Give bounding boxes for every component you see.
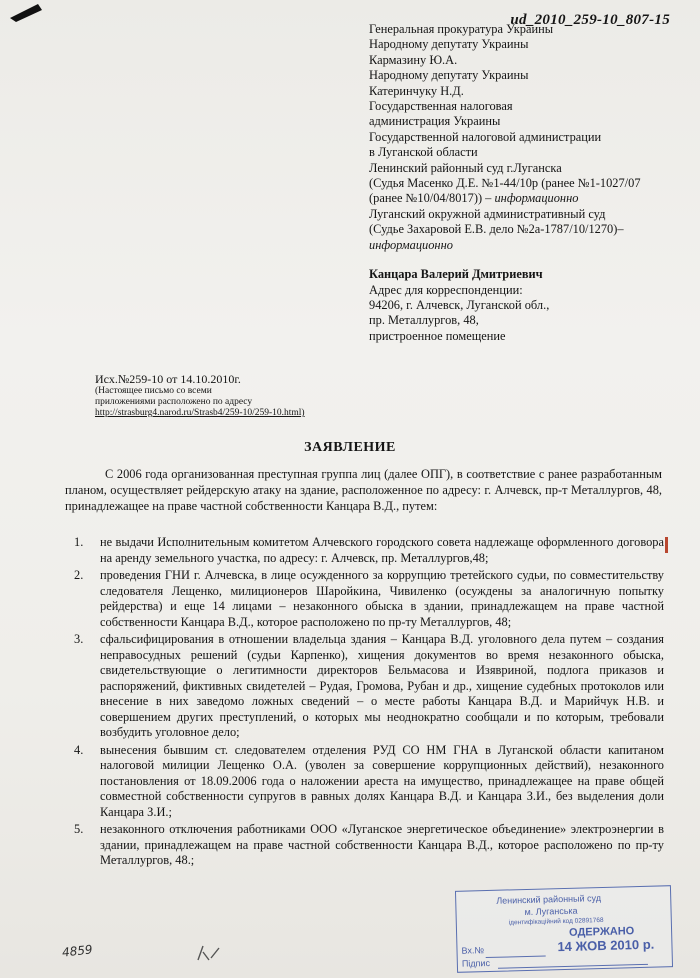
outgoing-link[interactable]: http://strasburg4.narod.ru/Strasb4/259-10/259-10.html) bbox=[95, 408, 305, 418]
violations-list bbox=[74, 535, 664, 871]
addressee-line: Генеральная прокуратура Украины bbox=[369, 22, 554, 36]
outgoing-note: приложениями расположено по адресу bbox=[95, 397, 253, 407]
addressee-line: Ленинский районный суд г.Луганска bbox=[369, 160, 562, 175]
addressee-line: в Луганской области bbox=[369, 145, 478, 160]
addressee-line: Народному депутату Украины bbox=[369, 68, 529, 83]
addressee-line: Государственной налоговой администрации bbox=[369, 129, 602, 144]
addressee-line: администрация Украины bbox=[369, 114, 501, 129]
stamp-code: ідентифікаційний код 02891768 bbox=[508, 916, 604, 927]
stamp-court-name: Ленинский районный суд bbox=[496, 893, 602, 906]
sender-address-line: пр. Металлургов, 48, bbox=[369, 313, 479, 328]
intro-paragraph: С 2006 года организованная преступная группа лиц (далее ОПГ), в соответствие с ранее разработанным планом, осуществляет рейдерскую атаку на здание, расположенное по адресу: г. Алчевск, пр-т Металлургов, 48, принадлежащее на праве частной собственности Канцара В.Д., путем: bbox=[65, 467, 662, 513]
document-title: ЗАЯВЛЕНИЕ bbox=[304, 440, 396, 455]
outgoing-note: (Настоящее письмо со всеми bbox=[95, 386, 212, 396]
court2-reference: (Судье Захаровой Е.В. дело №2а-1787/10/1270)– bbox=[369, 222, 624, 237]
court1-reference bbox=[369, 176, 669, 207]
addressee-line: Государственная налоговая bbox=[369, 99, 513, 114]
stamp-city: м. Луганська bbox=[524, 905, 578, 918]
document-id: ud_2010_259-10_807-15 bbox=[510, 12, 670, 28]
stamp-vh-label: Вх.№ bbox=[461, 945, 485, 956]
court2-note: информационно bbox=[369, 237, 453, 252]
pencil-scribble bbox=[195, 942, 225, 964]
sender-address-line: Адрес для корреспонденции: bbox=[369, 282, 523, 297]
addressee-block bbox=[369, 22, 669, 344]
margin-pen-mark bbox=[665, 537, 668, 553]
outgoing-reference bbox=[95, 372, 305, 419]
outgoing-number: Исх.№259-10 от 14.10.2010г. bbox=[95, 372, 241, 386]
list-item: 2. проведения ГНИ г. Алчевска, в лице осужденного за коррупцию третейского судьи, по совместительству следователя Лещенко, милиционеров Шаройкина, Чивиленко (осуждены за аналогичную попытку рейдерства) и еще 14 лицами – незаконного обыска в здании, принадлежащем на праве частной собственности Канцара В.Д., которое расположено по пр-ту Металлургов, 48; bbox=[74, 568, 664, 629]
sender-name: Канцара Валерий Дмитриевич bbox=[369, 267, 543, 282]
stamp-received: ОДЕРЖАНО bbox=[568, 925, 635, 939]
addressee-line: Народному депутату Украины bbox=[369, 37, 529, 52]
court-received-stamp bbox=[455, 885, 673, 973]
list-item: 4. вынесения бывшим ст. следователем отделения РУД СО НМ ГНА в Луганской области капитаном налоговой милиции Лещенко О.А. (уволен за совершение коррупционных действий), незаконного постановления от 18.09.2006 года о наложении ареста на имущество, принадлежащее на праве общей совместной собственности супругов в равных долях Канцара В.Д. и Канцара З.И., без выделения доли Канцара З.И.; bbox=[74, 742, 664, 819]
stamp-date: 14 ЖОВ 2010 р. bbox=[557, 936, 655, 955]
list-item: 5. незаконного отключения работниками ООО «Луганское энергетическое объединение» электроэнергии в здании, принадлежащем на праве частной собственности Канцара В.Д., которое расположено по пр-ту Металлургов, 48.; bbox=[74, 822, 664, 867]
stamp-sign-label: Підпис bbox=[461, 957, 491, 969]
addressee-line: Катеринчуку Н.Д. bbox=[369, 83, 464, 98]
sender-address-line: 94206, г. Алчевск, Луганской обл., bbox=[369, 297, 550, 312]
court1-note: информационно bbox=[494, 191, 579, 206]
court1-text: (Судья Масенко Д.Е. №1-44/10р (ранее №1-1027/07 (ранее №10/04/8017)) – bbox=[369, 176, 641, 206]
list-item: 3. сфальсифицирования в отношении владельца здания – Канцара В.Д. уголовного дела путем – создания неправосудных решений (судьи Карпенко), хищения документов во время незаконного обыска, свидетельствующие о легитимности директоров Бельмасова и Изявриной, подлога приказов и распоряжений, фиктивных свидетелей – Рудая, Громова, Рубан и др., хищение судебных протоколов или внесение в них заведомо ложных сведений – о месте работы Канцара В.Д. и Марийчук Н.В. и совершением других преступлений, о которых мы неоднократно сообщали и по которым, требовали возбудить уголовное дело; bbox=[74, 632, 664, 739]
list-item: 1. не выдачи Исполнительным комитетом Алчевского городского совета надлежаще оформленного договора на аренду земельного участка, по адресу: г. Алчевск, пр. Металлургов,48; bbox=[74, 535, 664, 565]
handwritten-number: 4859 bbox=[61, 942, 94, 960]
sender-address-line: пристроенное помещение bbox=[369, 328, 506, 343]
court2-name: Луганский окружной административный суд bbox=[369, 206, 606, 221]
corner-ink-mark bbox=[8, 0, 54, 22]
addressee-line: Кармазину Ю.А. bbox=[369, 52, 458, 67]
